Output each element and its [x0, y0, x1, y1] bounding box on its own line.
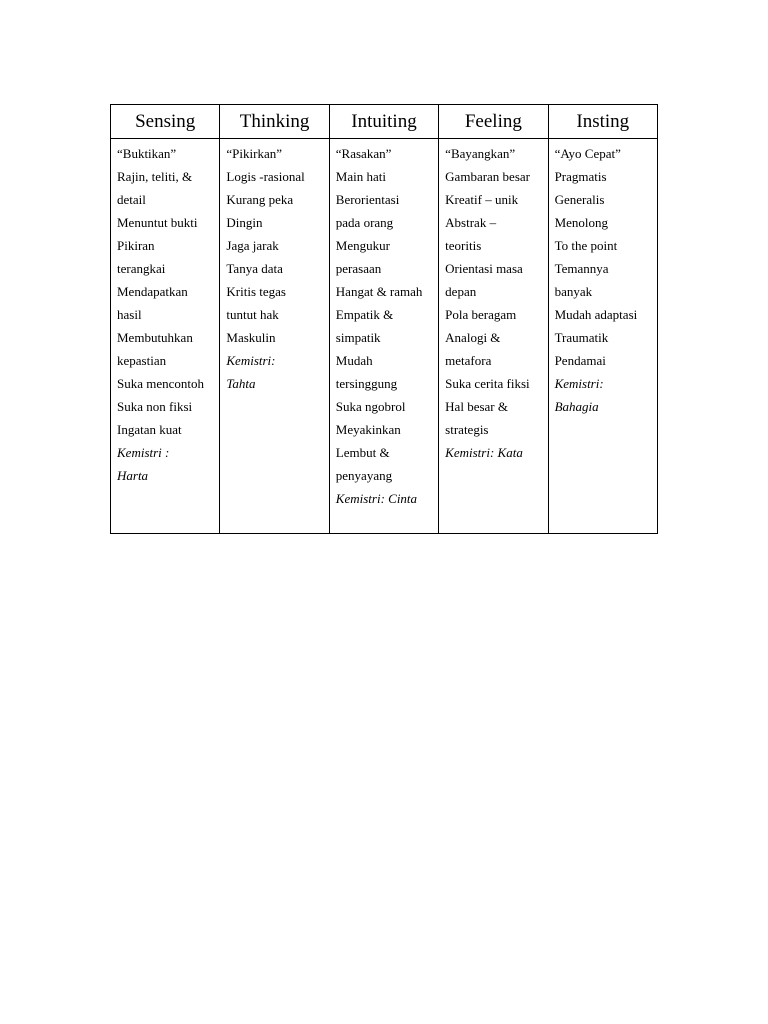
cell-line: “Ayo Cepat”	[554, 146, 621, 161]
cell-line: Pragmatis	[554, 169, 607, 184]
cell-line: Suka mencontoh	[117, 376, 205, 391]
cell-line: Orientasi masa	[445, 261, 523, 276]
cell-line: Maskulin	[226, 330, 276, 345]
cell-line: “Buktikan”	[117, 146, 177, 161]
cell-line: detail	[117, 192, 146, 207]
cell-line: strategis	[445, 422, 489, 437]
cell-line: Logis -rasional	[226, 169, 305, 184]
cell-line: metafora	[445, 353, 492, 368]
cell-line: Kemistri :	[117, 445, 170, 460]
cell-line: Mudah	[335, 353, 373, 368]
cell-line: Analogi &	[445, 330, 501, 345]
cell-line: Hal besar &	[445, 399, 508, 414]
cell-line: terangkai	[117, 261, 166, 276]
cell-line: Menuntut bukti	[117, 215, 198, 230]
column-cell-insting	[548, 139, 657, 534]
cell-line: tersinggung	[335, 376, 398, 391]
cell-line: Pendamai	[554, 353, 606, 368]
cell-line: pada orang	[335, 215, 394, 230]
cell-line: Suka non fiksi	[117, 399, 193, 414]
cell-line: Temannya	[554, 261, 609, 276]
cell-line: Mengukur	[335, 238, 390, 253]
column-cell-intuiting	[329, 139, 438, 534]
cell-line: Rajin, teliti, &	[117, 169, 193, 184]
cell-line: Membutuhkan	[117, 330, 193, 345]
cell-line: hasil	[117, 307, 142, 322]
cell-line: Kreatif – unik	[445, 192, 519, 207]
cell-line: Generalis	[554, 192, 605, 207]
cell-line: “Pikirkan”	[226, 146, 282, 161]
cell-line: Tanya data	[226, 261, 283, 276]
cell-line: tuntut hak	[226, 307, 279, 322]
cell-line: Ingatan kuat	[117, 422, 182, 437]
cell-line: To the point	[554, 238, 618, 253]
cell-line: Berorientasi	[335, 192, 400, 207]
cell-line: Abstrak –	[445, 215, 497, 230]
cell-line: “Bayangkan”	[445, 146, 516, 161]
cell-line: Pikiran	[117, 238, 155, 253]
cell-line: Kemistri: Cinta	[335, 491, 418, 506]
cell-line: perasaan	[335, 261, 382, 276]
personality-table	[110, 104, 658, 534]
column-header-insting: Insting	[548, 105, 657, 139]
cell-line: Empatik &	[335, 307, 394, 322]
cell-line: Kurang peka	[226, 192, 294, 207]
cell-line: Mudah adaptasi	[554, 307, 638, 322]
cell-line: Menolong	[554, 215, 609, 230]
column-header-sensing: Sensing	[111, 105, 220, 139]
cell-line: Jaga jarak	[226, 238, 279, 253]
cell-line: Mendapatkan	[117, 284, 188, 299]
cell-line: Hangat & ramah	[335, 284, 423, 299]
cell-line: depan	[445, 284, 477, 299]
cell-line: Bahagia	[554, 399, 599, 414]
cell-line: Harta	[117, 468, 149, 483]
cell-line: Main hati	[335, 169, 386, 184]
content-row	[111, 139, 658, 534]
cell-line: Pola beragam	[445, 307, 517, 322]
cell-line: teoritis	[445, 238, 482, 253]
column-cell-feeling	[439, 139, 548, 534]
column-cell-sensing	[111, 139, 220, 534]
column-cell-thinking	[220, 139, 329, 534]
cell-line: Tahta	[226, 376, 256, 391]
column-header-thinking: Thinking	[220, 105, 329, 139]
cell-line: Traumatik	[554, 330, 609, 345]
cell-line: Kemistri:	[226, 353, 276, 368]
cell-line: Dingin	[226, 215, 263, 230]
cell-line: “Rasakan”	[335, 146, 392, 161]
cell-line: kepastian	[117, 353, 167, 368]
header-row	[111, 105, 658, 139]
cell-line: Meyakinkan	[335, 422, 401, 437]
column-header-feeling: Feeling	[439, 105, 548, 139]
cell-line: Kemistri:	[554, 376, 604, 391]
column-header-intuiting: Intuiting	[329, 105, 438, 139]
cell-line: Suka ngobrol	[335, 399, 406, 414]
cell-line: penyayang	[335, 468, 393, 483]
cell-line: Gambaran besar	[445, 169, 530, 184]
cell-line: Suka cerita fiksi	[445, 376, 530, 391]
cell-line: simpatik	[335, 330, 381, 345]
cell-line: Lembut &	[335, 445, 390, 460]
cell-line: Kritis tegas	[226, 284, 286, 299]
cell-line: banyak	[554, 284, 593, 299]
cell-line: Kemistri: Kata	[445, 445, 523, 460]
